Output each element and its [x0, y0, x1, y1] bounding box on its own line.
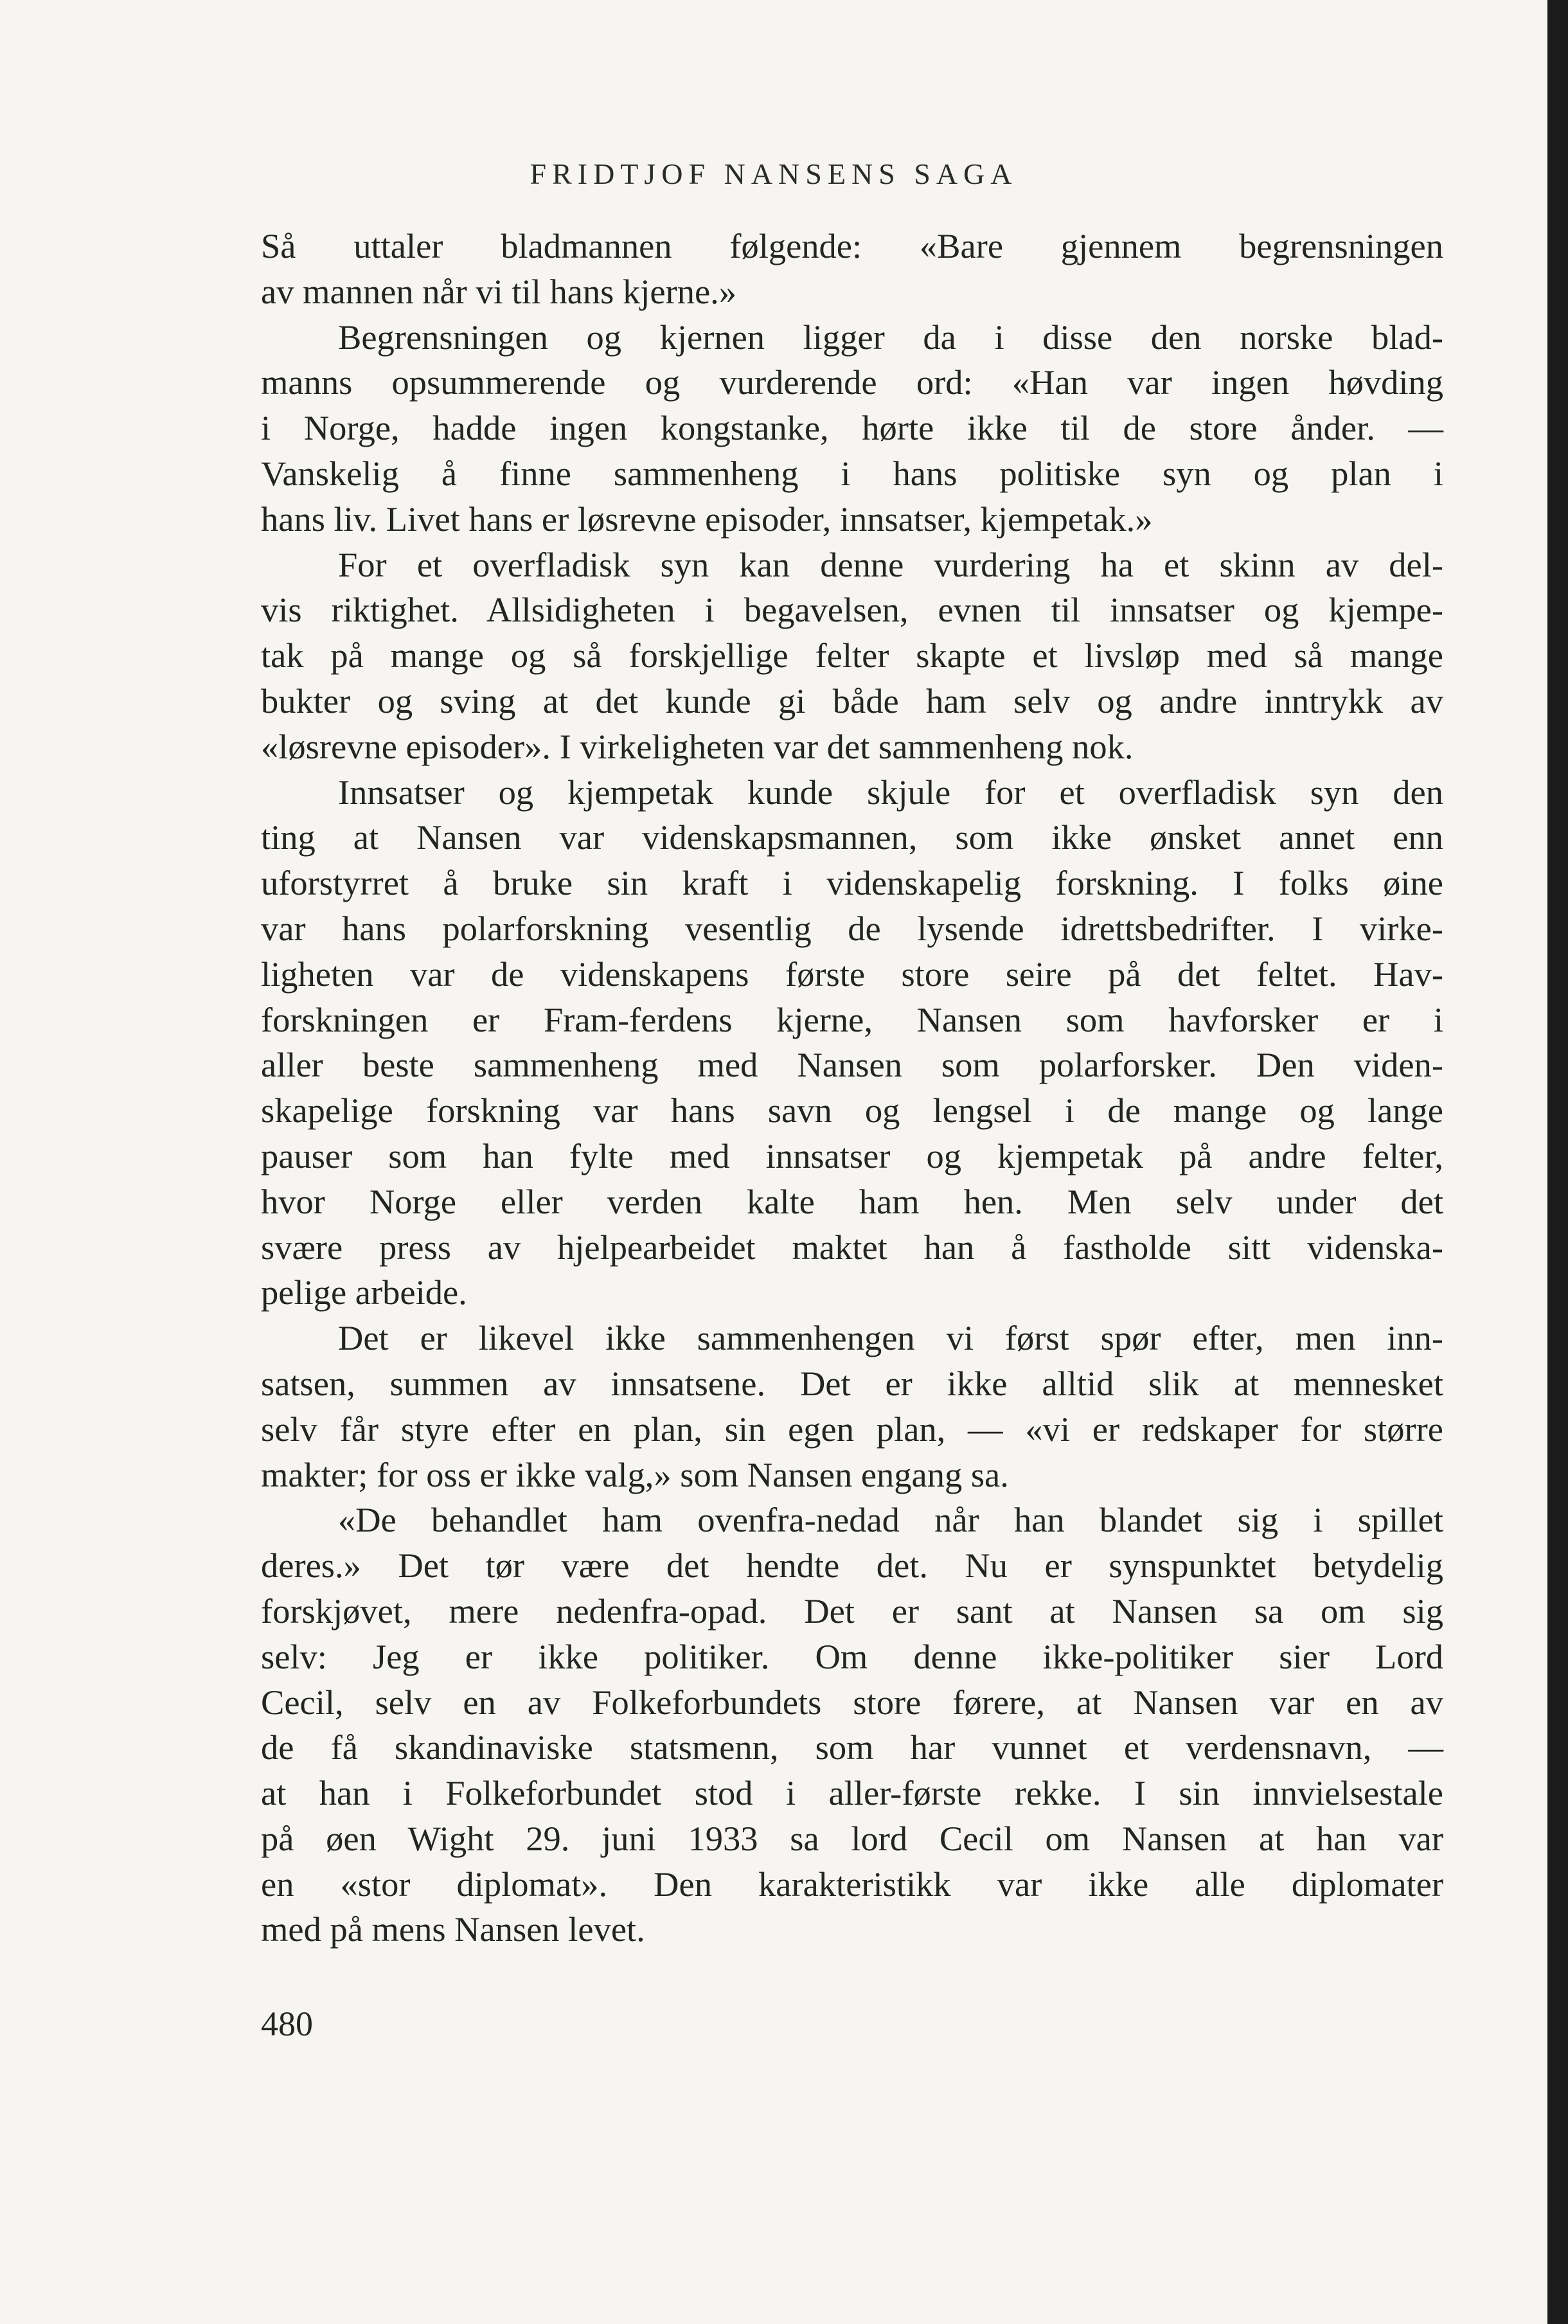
text-line: pauser som han fylte med innsatser og kjempetak på andre felter,	[261, 1136, 1443, 1175]
text-line: uforstyrret å bruke sin kraft i videnskapelig forskning. I folks øine	[261, 863, 1443, 903]
text-line: med på mens Nansen levet.	[261, 1909, 645, 1949]
paragraph	[261, 315, 1443, 542]
body-text	[261, 224, 1443, 1953]
text-line: Det er likevel ikke sammenhengen vi først spør efter, men inn-	[338, 1318, 1443, 1358]
text-line: ligheten var de videnskapens første store seire på det feltet. Hav-	[261, 954, 1443, 994]
text-line: Vanskelig å finne sammenheng i hans politiske syn og plan i	[261, 453, 1443, 493]
text-line: på øen Wight 29. juni 1933 sa lord Cecil om Nansen at han var	[261, 1818, 1443, 1858]
text-line: vis riktighet. Allsidigheten i begavelsen, evnen til innsatser og kjempe-	[261, 590, 1443, 630]
text-line: forskningen er Fram-ferdens kjerne, Nansen som havforsker er i	[261, 999, 1443, 1039]
scan-edge	[1547, 0, 1568, 2324]
text-line: bukter og sving at det kunde gi både ham selv og andre inntrykk av	[261, 681, 1443, 720]
paragraph	[261, 542, 1443, 770]
text-line: Begrensningen og kjernen ligger da i disse den norske blad-	[338, 317, 1443, 357]
text-line: Cecil, selv en av Folkeforbundets store førere, at Nansen var en av	[261, 1682, 1443, 1722]
text-line: av mannen når vi til hans kjerne.»	[261, 271, 737, 311]
text-line: forskjøvet, mere nedenfra-opad. Det er sant at Nansen sa om sig	[261, 1591, 1443, 1631]
paragraph	[261, 1316, 1443, 1497]
text-line: For et overfladisk syn kan denne vurdering ha et skinn av del-	[338, 544, 1443, 584]
text-line: selv får styre efter en plan, sin egen plan, — «vi er redskaper for større	[261, 1409, 1443, 1449]
paragraph	[261, 770, 1443, 1316]
text-line: at han i Folkeforbundet stod i aller-første rekke. I sin innvielsestale	[261, 1773, 1443, 1813]
text-line: ting at Nansen var videnskapsmannen, som ikke ønsket annet enn	[261, 818, 1443, 857]
paragraph	[261, 224, 1443, 315]
text-line: makter; for oss er ikke valg,» som Nansen engang sa.	[261, 1454, 1009, 1494]
text-line: satsen, summen av innsatsene. Det er ikke alltid slik at mennesket	[261, 1363, 1443, 1403]
text-line: i Norge, hadde ingen kongstanke, hørte ikke til de store ånder. —	[261, 408, 1443, 448]
text-line: Så uttaler bladmannen følgende: «Bare gjennem begrensningen	[261, 226, 1443, 265]
text-line: svære press av hjelpearbeidet maktet han å fastholde sitt videnska-	[261, 1227, 1443, 1267]
text-line: en «stor diplomat». Den karakteristikk var ikke alle diplomater	[261, 1864, 1443, 1904]
text-line: pelige arbeide.	[261, 1273, 467, 1312]
text-line: skapelige forskning var hans savn og lengsel i de mange og lange	[261, 1091, 1443, 1131]
page-number: 480	[261, 2005, 313, 2043]
text-line: de få skandinaviske statsmenn, som har vunnet et verdensnavn, —	[261, 1728, 1443, 1767]
text-line: deres.» Det tør være det hendte det. Nu er synspunktet betydelig	[261, 1546, 1443, 1586]
text-line: selv: Jeg er ikke politiker. Om denne ikke-politiker sier Lord	[261, 1636, 1443, 1676]
text-line: «De behandlet ham ovenfra-nedad når han blandet sig i spillet	[338, 1500, 1443, 1540]
paragraph	[261, 1497, 1443, 1953]
text-line: tak på mange og så forskjellige felter skapte et livsløp med så mange	[261, 636, 1443, 675]
text-line: var hans polarforskning vesentlig de lysende idrettsbedrifter. I virke-	[261, 908, 1443, 948]
text-line: aller beste sammenheng med Nansen som polarforsker. Den viden-	[261, 1045, 1443, 1085]
running-header: FRIDTJOF NANSENS SAGA	[530, 157, 1018, 190]
text-line: «løsrevne episoder». I virkeligheten var det sammenheng nok.	[261, 726, 1134, 766]
text-line: Innsatser og kjempetak kunde skjule for et overfladisk syn den	[338, 772, 1443, 812]
text-line: manns opsummerende og vurderende ord: «Han var ingen høvding	[261, 362, 1443, 402]
text-line: hans liv. Livet hans er løsrevne episoder, innsatser, kjempetak.»	[261, 499, 1153, 539]
text-line: hvor Norge eller verden kalte ham hen. Men selv under det	[261, 1181, 1443, 1221]
